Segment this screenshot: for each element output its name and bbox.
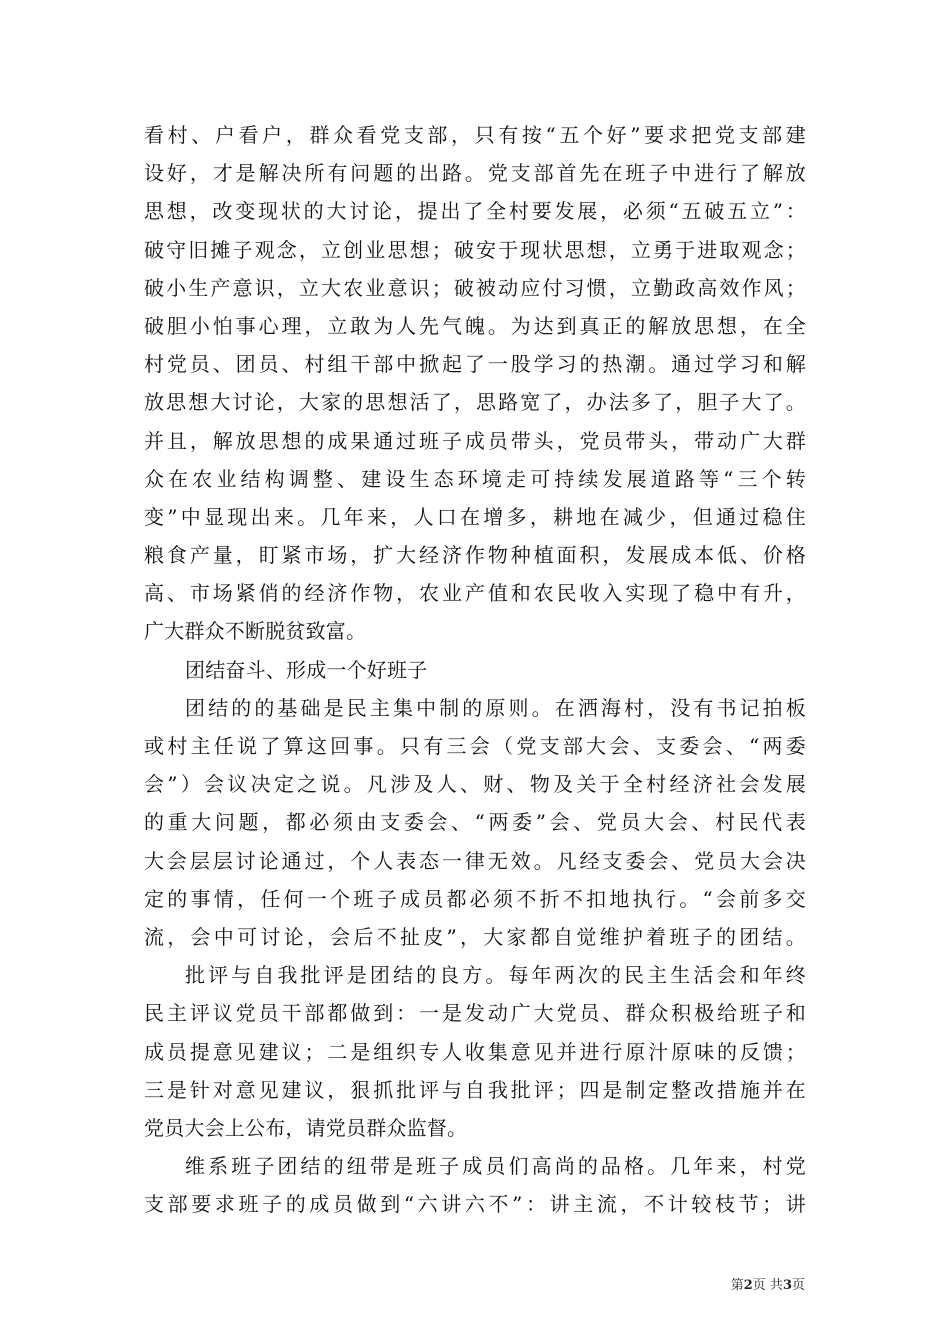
text-line: 高、市场紧俏的经济作物，农业产值和农民收入实现了稳中有升，	[144, 581, 806, 606]
text-line: 众在农业结构调整、建设生态环境走可持续发展道路等“三个转	[144, 466, 806, 491]
text-line: 大会层层讨论通过，个人表态一律无效。凡经支委会、党员大会决	[144, 848, 806, 873]
text-line: 支部要求班子的成员做到“六讲六不”：讲主流，不计较枝节；讲	[144, 1192, 806, 1217]
text-line: 设好，才是解决所有问题的出路。党支部首先在班子中进行了解放	[144, 161, 806, 186]
text-line: 的重大问题，都必须由支委会、“两委”会、党员大会、村民代表	[144, 810, 806, 835]
section-heading: 团结奋斗、形成一个好班子	[185, 657, 428, 682]
body-text	[144, 116, 806, 1223]
footer-suffix: 页	[791, 1278, 805, 1293]
text-line: 流，会中可讨论，会后不扯皮”，大家都自觉维护着班子的团结。	[144, 924, 806, 949]
text-line: 成员提意见建议；二是组织专人收集意见并进行原汁原味的反馈；	[144, 1039, 806, 1064]
text-line: 破守旧摊子观念，立创业思想；破安于现状思想，立勇于进取观念；	[144, 237, 806, 262]
text-line: 看村、户看户，群众看党支部，只有按“五个好”要求把党支部建	[144, 123, 806, 147]
text-line: 民主评议党员干部都做到：一是发动广大党员、群众积极给班子和	[144, 1001, 806, 1026]
text-line: 定的事情，任何一个班子成员都必须不折不扣地执行。“会前多交	[144, 886, 806, 911]
text-line: 粮食产量，盯紧市场，扩大经济作物种植面积，发展成本低、价格	[144, 543, 806, 568]
footer-middle: 页 共	[752, 1278, 783, 1293]
text-line: 党员大会上公布，请党员群众监督。	[144, 1115, 468, 1140]
text-line: 团结的的基础是民主集中制的原则。在洒海村，没有书记拍板	[185, 695, 806, 720]
text-line: 破小生产意识，立大农业意识；破被动应付习惯，立勤政高效作风；	[144, 275, 806, 300]
text-line: 广大群众不断脱贫致富。	[144, 619, 367, 644]
text-line: 或村主任说了算这回事。只有三会（党支部大会、支委会、“两委	[144, 734, 806, 758]
text-line: 会”）会议决定之说。凡涉及人、财、物及关于全村经济社会发展	[144, 772, 806, 797]
page-footer	[731, 1274, 805, 1293]
text-line: 放思想大讨论，大家的思想活了，思路宽了，办法多了，胆子大了。	[144, 390, 806, 415]
text-line: 村党员、团员、村组干部中掀起了一股学习的热潮。通过学习和解	[144, 352, 806, 377]
text-line: 并且，解放思想的成果通过班子成员带头，党员带头，带动广大群	[144, 428, 806, 453]
text-line: 思想，改变现状的大讨论，提出了全村要发展，必须“五破五立”：	[144, 199, 806, 224]
text-line: 批评与自我批评是团结的良方。每年两次的民主生活会和年终	[185, 963, 806, 988]
text-line: 三是针对意见建议，狠抓批评与自我批评；四是制定整改措施并在	[144, 1077, 806, 1102]
text-line: 变”中显现出来。几年来，人口在增多，耕地在减少，但通过稳住	[144, 504, 806, 529]
text-line: 维系班子团结的纽带是班子成员们高尚的品格。几年来，村党	[185, 1154, 806, 1179]
text-line: 破胆小怕事心理，立敢为人先气魄。为达到真正的解放思想，在全	[144, 313, 806, 338]
current-page-number: 2	[743, 1278, 753, 1293]
total-page-number: 3	[782, 1278, 792, 1293]
footer-prefix: 第	[730, 1278, 744, 1293]
